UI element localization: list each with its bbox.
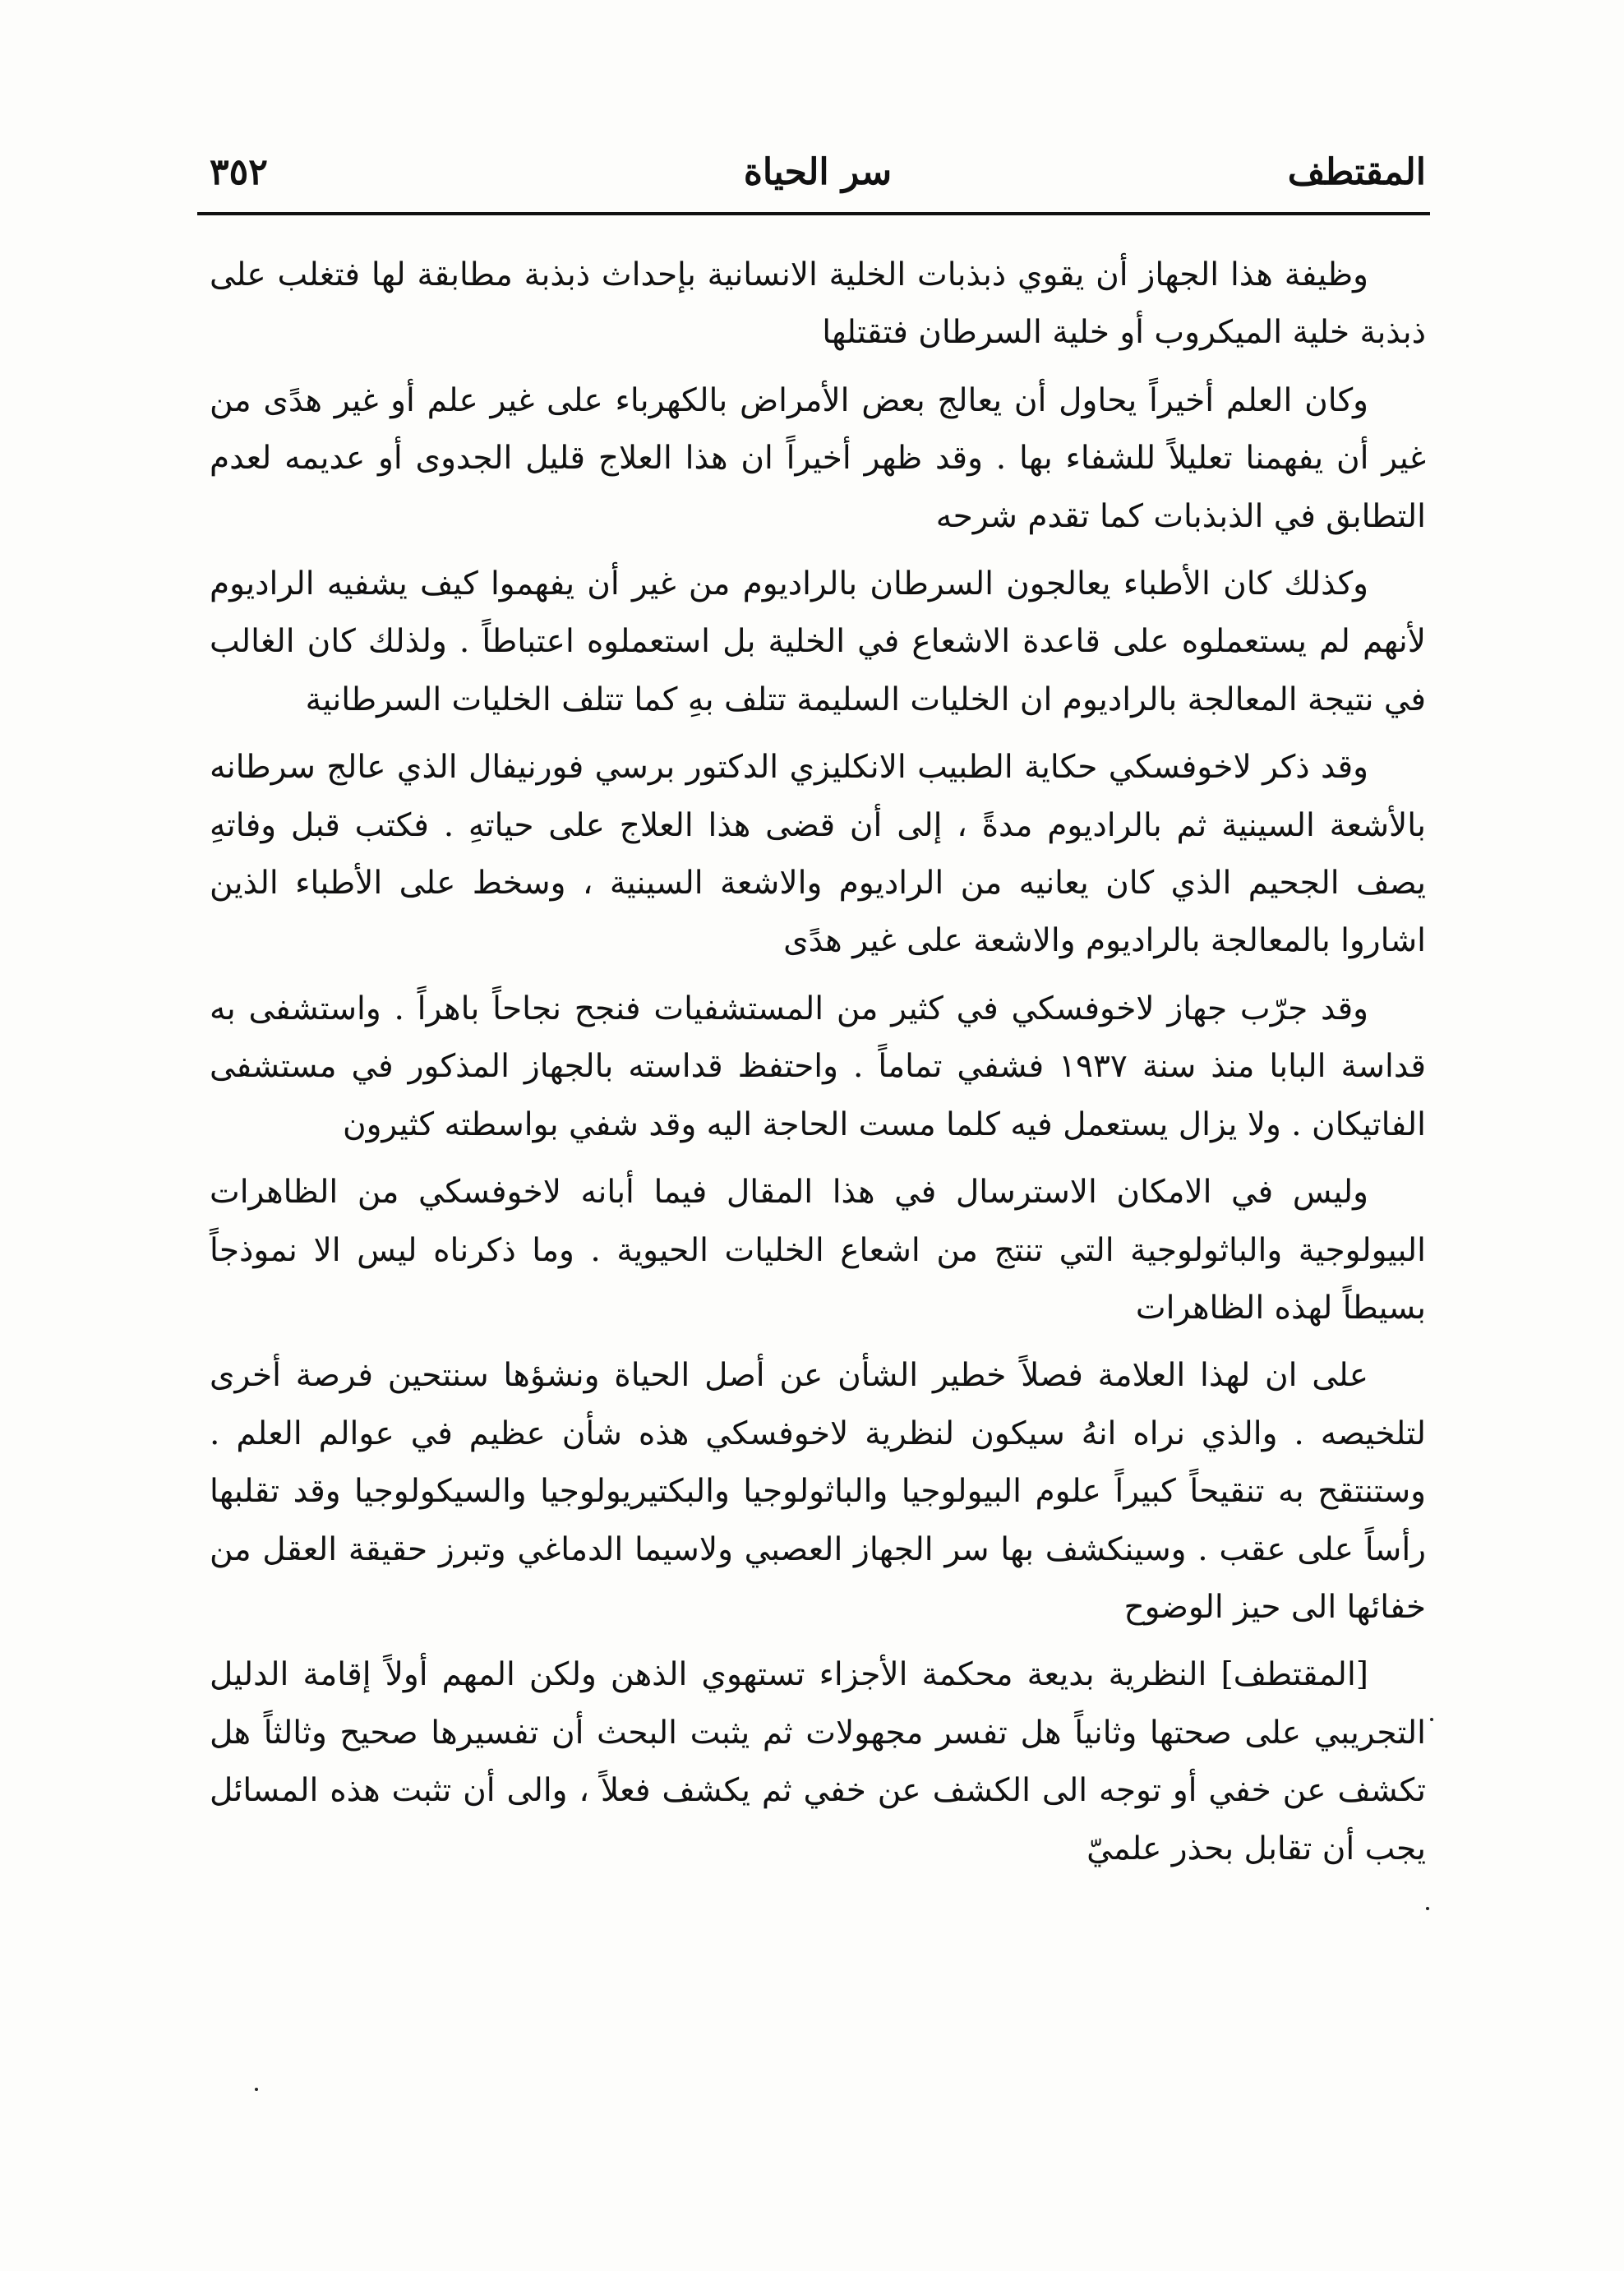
scan-speck bbox=[1430, 1718, 1433, 1721]
paragraph: على ان لهذا العلامة فصلاً خطير الشأن عن أصل الحياة ونشؤها سنتحين فرصة أخرى لتلخيصه . والذي نراه انهُ سيكون لنظرية لاخوفسكي هذه شأن عظيم في عوالم العلم . وستنتقح به تنقيحاً كبيراً علوم البيولوجيا والباثولوجيا والبكتيريولوجيا والسيكولوجيا وقد تقلبها رأساً على عقب . وسينكشف بها سر الجهاز العصبي ولاسيما الدماغي وتبرز حقيقة العقل من خفائها الى حيز الوضوح bbox=[210, 1357, 1426, 1626]
paragraph: وكان العلم أخيراً يحاول أن يعالج بعض الأمراض بالكهرباء على غير علم أو غير هدًى من غير أن يفهمنا تعليلاً للشفاء بها . وقد ظهر أخيراً ان هذا العلاج قليل الجدوى أو عديمه لعدم التطابق في الذبذبات كما تقدم شرحه bbox=[210, 381, 1426, 535]
running-header bbox=[210, 144, 1426, 218]
paragraph: وليس في الامكان الاسترسال في هذا المقال فيما أبانه لاخوفسكي من الظاهرات البيولوجية والباثولوجية التي تنتج من اشعاع الخليات الحيوية . وما ذكرناه ليس الا نموذجاً بسيطاً لهذه الظاهرات bbox=[210, 1174, 1426, 1327]
paragraph: وقد جرّب جهاز لاخوفسكي في كثير من المستشفيات فنجح نجاحاً باهراً . واستشفى به قداسة البابا منذ سنة ١٩٣٧ فشفي تماماً . واحتفظ قداسته بالجهاز المذكور في مستشفى الفاتيكان . ولا يزال يستعمل فيه كلما مست الحاجة اليه وقد شفي بواسطته كثيرون bbox=[210, 990, 1427, 1143]
paragraph: وقد ذكر لاخوفسكي حكاية الطبيب الانكليزي الدكتور برسي فورنيفال الذي عالج سرطانه بالأشعة السينية ثم بالراديوم مدةً ، إلى أن قضى هذا العلاج على حياتهِ . فكتب قبل وفاتهِ يصف الجحيم الذي كان يعانيه من الراديوم والاشعة السينية ، وسخط على الأطباء الذين اشاروا بالمعالجة بالراديوم والاشعة على غير هدًى bbox=[210, 749, 1426, 960]
article-title: سر الحياة bbox=[743, 151, 893, 193]
page-number: ٣٥٢ bbox=[210, 151, 268, 193]
scan-speck bbox=[1426, 1907, 1429, 1910]
article-body bbox=[210, 247, 1426, 2219]
header-rule bbox=[197, 212, 1430, 215]
paragraph: وظيفة هذا الجهاز أن يقوي ذبذبات الخلية الانسانية بإحداث ذبذبة مطابقة لها فتغلب على ذبذبة خلية الميكروب أو خلية السرطان فتقتلها bbox=[210, 256, 1426, 352]
paragraph: [المقتطف] النظرية بديعة محكمة الأجزاء تستهوي الذهن ولكن المهم أولاً إقامة الدليل التجريبي على صحتها وثانياً هل تفسر مجهولات ثم يثبت البحث أن تفسيرها صحيح وثالثاً هل تكشف عن خفي أو توجه الى الكشف عن خفي ثم يكشف فعلاً ، والى أن تثبت هذه المسائل يجب أن تقابل بحذر علميّ bbox=[210, 1656, 1426, 1867]
scan-speck bbox=[255, 2088, 258, 2091]
paragraph: وكذلك كان الأطباء يعالجون السرطان بالراديوم من غير أن يفهموا كيف يشفيه الراديوم لأنهم لم يستعملوه على قاعدة الاشعاع في الخلية بل استعملوه اعتباطاً . ولذلك كان الغالب في نتيجة المعالجة بالراديوم ان الخليات السليمة تتلف بهِ كما تتلف الخليات السرطانية bbox=[210, 565, 1426, 718]
journal-name: المقتطف bbox=[1287, 151, 1426, 193]
